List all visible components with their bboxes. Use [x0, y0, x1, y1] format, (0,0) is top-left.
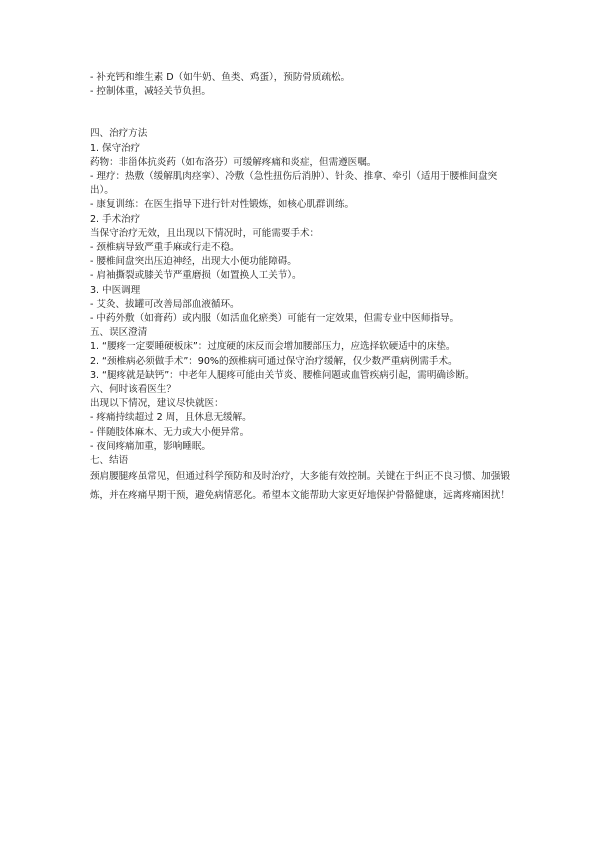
list-item: - 肩袖撕裂或膝关节严重磨损（如置换人工关节）。	[90, 270, 302, 282]
list-item: - 腰椎间盘突出压迫神经，出现大小便功能障碍。	[90, 256, 297, 268]
list-item: - 康复训练：在医生指导下进行针对性锻炼，如核心肌群训练。	[90, 199, 355, 211]
list-item: - 理疗：热敷（缓解肌肉痉挛）、冷敷（急性扭伤后消肿）、针灸、推拿、牵引（适用于腰椎间盘突出）。	[90, 171, 498, 197]
list-item: - 夜间疼痛加重，影响睡眠。	[90, 440, 211, 452]
section-heading-misconceptions: 五、误区澄清	[90, 327, 148, 339]
list-item: - 中药外敷（如膏药）或内服（如活血化瘀类）可能有一定效果，但需专业中医师指导。	[90, 313, 460, 325]
paragraph: 出现以下情况，建议尽快就医：	[90, 398, 224, 410]
subheading-tcm: 3. 中医调理	[90, 284, 141, 296]
list-item: 3. “腿疼就是缺钙”：中老年人腿疼可能由关节炎、腰椎问题或血管疾病引起，需明确诊断。	[90, 369, 475, 381]
subheading-conservative: 1. 保守治疗	[90, 142, 141, 154]
list-item: - 艾灸、拔罐可改善局部血液循环。	[90, 298, 240, 310]
list-item: 2. “颈椎病必须做手术”：90%的颈椎病可通过保守治疗缓解，仅少数严重病例需手术。	[90, 355, 458, 367]
list-item: - 补充钙和维生素 D（如牛奶、鱼类、鸡蛋），预防骨质疏松。	[90, 72, 351, 83]
document-body	[90, 71, 512, 505]
paragraph-spacer	[90, 99, 512, 127]
conclusion-paragraph: 颈肩腰腿疼虽常见，但通过科学预防和及时治疗，大多能有效控制。关键在于纠正不良习惯、加强锻炼，并在疼痛早期干预，避免病情恶化。希望本文能帮助大家更好地保护骨骼健康，远离疼痛困扰！	[90, 471, 510, 501]
subheading-surgery: 2. 手术治疗	[90, 213, 141, 225]
paragraph: 当保守治疗无效，且出现以下情况时，可能需要手术：	[90, 227, 320, 239]
list-item: 1. “腰疼一定要睡硬板床”：过度硬的床反而会增加腰部压力，应选择软硬适中的床垫。	[90, 341, 456, 353]
list-item: - 颈椎病导致严重手麻或行走不稳。	[90, 242, 240, 254]
list-item: 药物：非甾体抗炎药（如布洛芬）可缓解疼痛和炎症，但需遵医嘱。	[90, 156, 377, 168]
section-heading-see-doctor: 六、何时该看医生？	[90, 384, 176, 396]
section-heading-treatment: 四、治疗方法	[90, 128, 148, 140]
list-item: - 疼痛持续超过 2 周，且休息无缓解。	[90, 412, 252, 424]
list-item: - 伴随肢体麻木、无力或大小便异常。	[90, 426, 250, 438]
section-heading-conclusion: 七、结语	[90, 455, 129, 467]
list-item: - 控制体重，减轻关节负担。	[90, 86, 211, 98]
